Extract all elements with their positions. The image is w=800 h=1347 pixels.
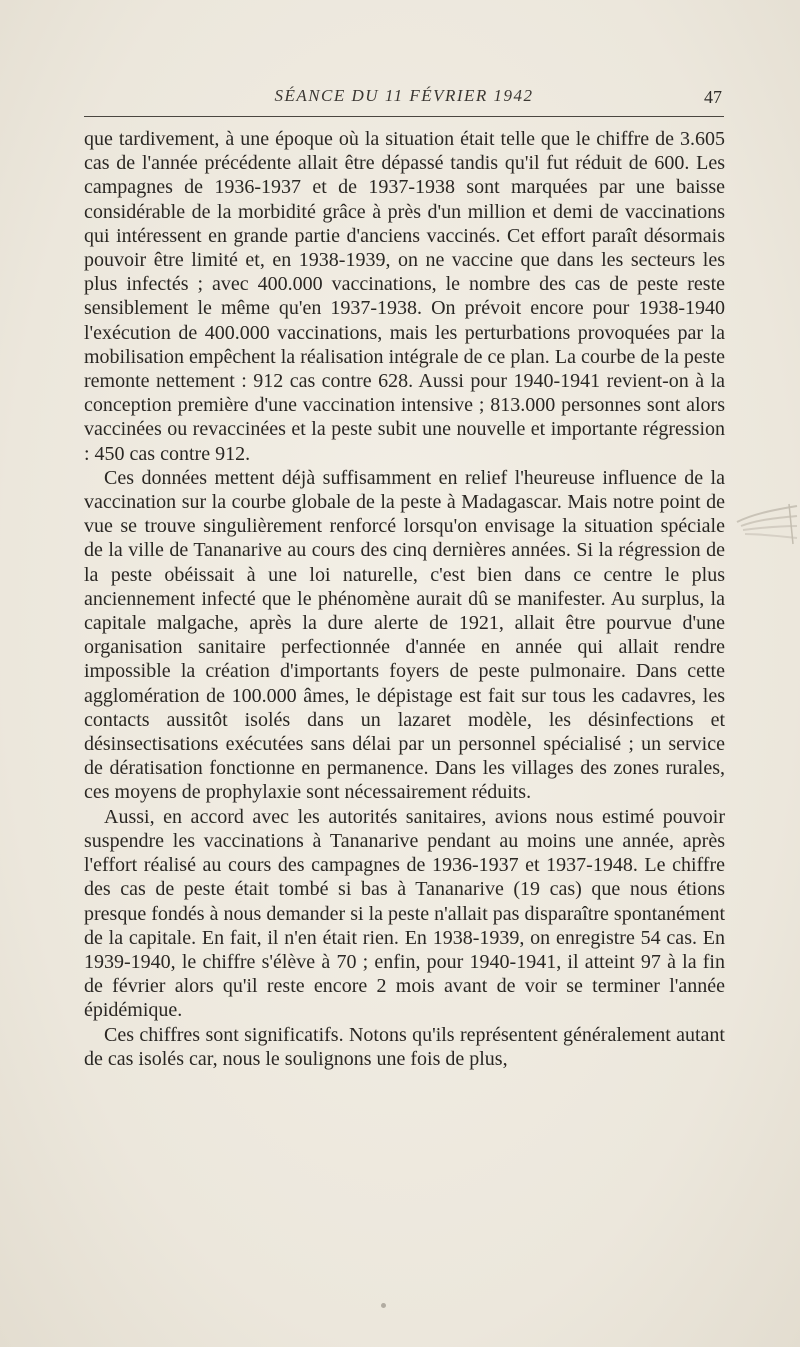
page-number: 47	[704, 87, 722, 107]
paragraph-2: Ces données mettent déjà suffisamment en relief l'heureuse influence de la vaccination sur la courbe globale de la peste à Madagascar. Mais notre point de vue se trouve singulièrement renforcé lorsqu'on envisage la situation spéciale de la ville de Tananarive au cours des cinq dernières années. Si la régression de la peste obéissait à une loi naturelle, c'est bien dans ce centre le plus anciennement infecté que le phénomène aurait dû se manifester. Au surplus, la capitale malgache, après la dure alerte de 1921, allait être pourvue d'une organisation sanitaire perfectionnée d'année en année qui allait rendre impossible la création d'importants foyers de peste pulmonaire. Dans cette agglomération de 100.000 âmes, le dépistage est fait sur tous les cadavres, les contacts aussitôt isolés dans un lazaret modèle, les désinfections et désinsectisations exécutées sans délai par un personnel spécialisé ; un service de dératisation fonctionne en permanence. Dans les villages des zones rurales, ces moyens de prophylaxie sont nécessairement réduits.	[84, 466, 725, 804]
running-header	[84, 84, 724, 117]
paragraph-4: Ces chiffres sont significatifs. Notons qu'ils représentent généralement autant de cas isolés car, nous le soulignons une fois de plus,	[84, 1023, 725, 1070]
body-text	[84, 127, 725, 1071]
paragraph-3: Aussi, en accord avec les autorités sanitaires, avions nous estimé pouvoir suspendre les vaccinations à Tananarive pendant au moins une année, après l'effort réalisé au cours des campagnes de 1936-1937 et 1937-1948. Le chiffre des cas de peste était tombé si bas à Tananarive (19 cas) que nous étions presque fondés à nous demander si la peste n'allait pas disparaître spontanément de la capitale. En fait, il n'en était rien. En 1938-1939, on enregistre 54 cas. En 1939-1940, le chiffre s'élève à 70 ; enfin, pour 1940-1941, il atteint 97 à la fin de février alors qu'il reste encore 2 mois avant de voir se terminer l'année épidémique.	[84, 805, 725, 1022]
running-title: SÉANCE DU 11 FÉVRIER 1942	[274, 86, 534, 105]
paragraph-1: que tardivement, à une époque où la situation était telle que le chiffre de 3.605 cas de l'année précédente allait être dépassé tandis qu'il fut réduit de 600. Les campagnes de 1936-1937 et de 1937-1938 sont marquées par une baisse considérable de la morbidité grâce à près d'un million et demi de vaccinations qui intéressent en grande partie d'anciens vaccinés. Cet effort paraît désormais pouvoir être limité et, en 1938-1939, on ne vaccine que dans les secteurs les plus infectés ; avec 400.000 vaccinations, le nombre des cas de peste reste sensiblement le même qu'en 1937-1938. On prévoit encore pour 1938-1940 l'exécution de 400.000 vaccinations, mais les perturbations provoquées par la mobilisation empêchent la réalisation intégrale de ce plan. La courbe de la peste remonte nettement : 912 cas contre 628. Aussi pour 1940-1941 revient-on à la conception première d'une vaccination intensive ; 813.000 personnes sont alors vaccinées ou revaccinées et la peste subit une nouvelle et importante régression : 450 cas contre 912.	[84, 128, 725, 465]
page-fold-mark-icon	[735, 500, 799, 546]
paper-speck	[381, 1303, 386, 1308]
